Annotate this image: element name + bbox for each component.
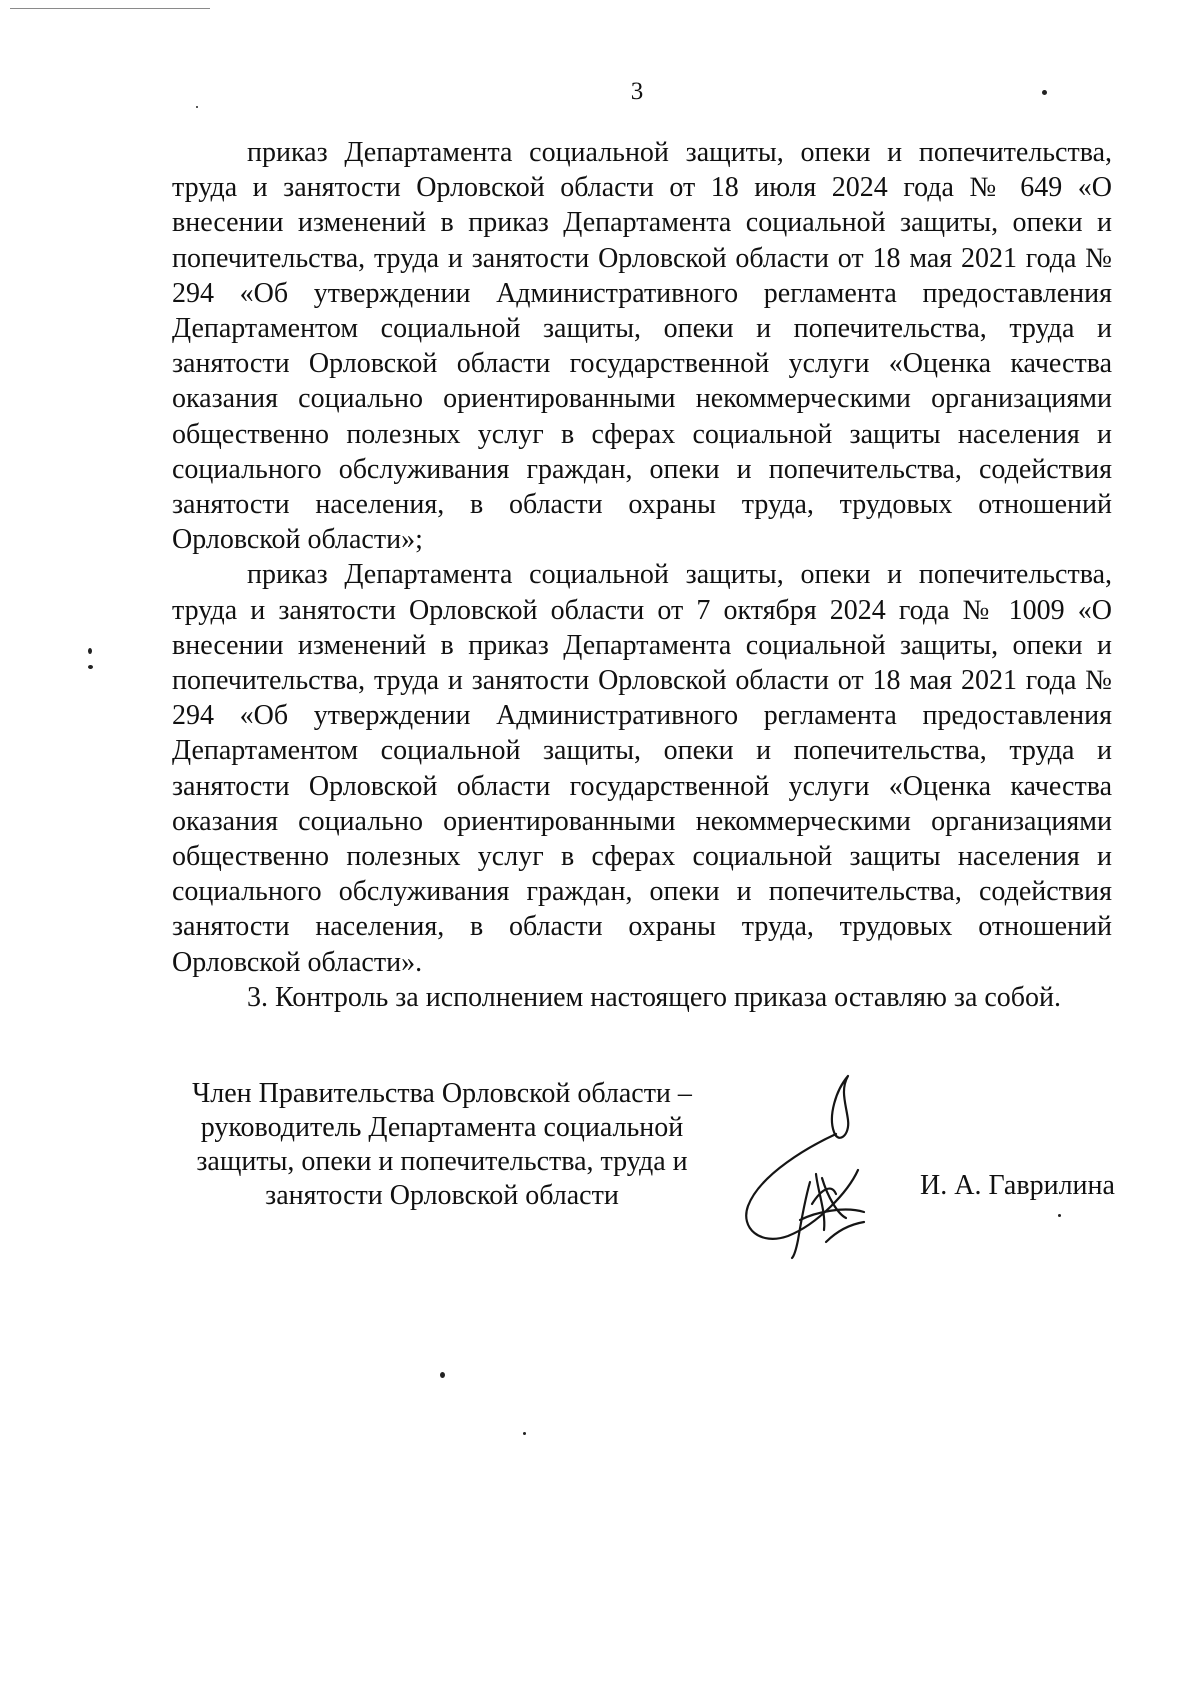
scan-speck [196, 106, 198, 108]
signatory-position-line: занятости Орловской области [265, 1180, 619, 1211]
paragraph-control-clause: 3. Контроль за исполнением настоящего приказа оставляю за собой. [247, 981, 1062, 1013]
page-number: 3 [630, 78, 644, 105]
signatory-position [172, 1077, 712, 1213]
signatory-position-line: руководитель Департамента социальной [200, 1112, 684, 1143]
top-rule [10, 8, 210, 9]
handwritten-signature [740, 1070, 880, 1260]
scan-speck [1058, 1214, 1061, 1217]
scan-speck [88, 648, 92, 654]
signatory-position-line: защиты, опеки и попечительства, труда и [196, 1146, 688, 1177]
scan-speck [523, 1432, 526, 1435]
scan-speck [440, 1372, 445, 1378]
scan-speck [1042, 90, 1047, 95]
signatory-position-line: Член Правительства Орловской области – [192, 1078, 692, 1109]
document-body [172, 135, 1112, 1015]
paragraph-order-1009: приказ Департамента социальной защиты, опеки и попечительства, труда и занятости Орловской области от 7 октября 2024 года № 1009 «О внесении изменений в приказ Департамента социальной защиты, опеки и попечительства, труда и занятости Орловской области от 18 мая 2021 года № 294 «Об утверждении Административного регламента предоставления Департаментом социальной защиты, опеки и попечительства, труда и занятости Орловской области государственной услуги «Оценка качества оказания социально ориентированными некоммерческими организациями общественно полезных услуг в сферах социальной защиты населения и социального обслуживания граждан, опеки и попечительства, содействия занятости населения, в области охраны труда, трудовых отношений Орловской области». [172, 559, 1112, 978]
paragraph-order-649: приказ Департамента социальной защиты, опеки и попечительства, труда и занятости Орловской области от 18 июля 2024 года № 649 «О внесении изменений в приказ Департамента социальной защиты, опеки и попечительства, труда и занятости Орловской области от 18 мая 2021 года № 294 «Об утверждении Административного регламента предоставления Департаментом социальной защиты, опеки и попечительства, труда и занятости Орловской области государственной услуги «Оценка качества оказания социально ориентированными некоммерческими организациями общественно полезных услуг в сферах социальной защиты населения и социального обслуживания граждан, опеки и попечительства, содействия занятости населения, в области охраны труда, трудовых отношений Орловской области»; [172, 137, 1112, 556]
scan-speck [88, 665, 93, 669]
signatory-name: И. А. Гаврилина [920, 1170, 1115, 1201]
